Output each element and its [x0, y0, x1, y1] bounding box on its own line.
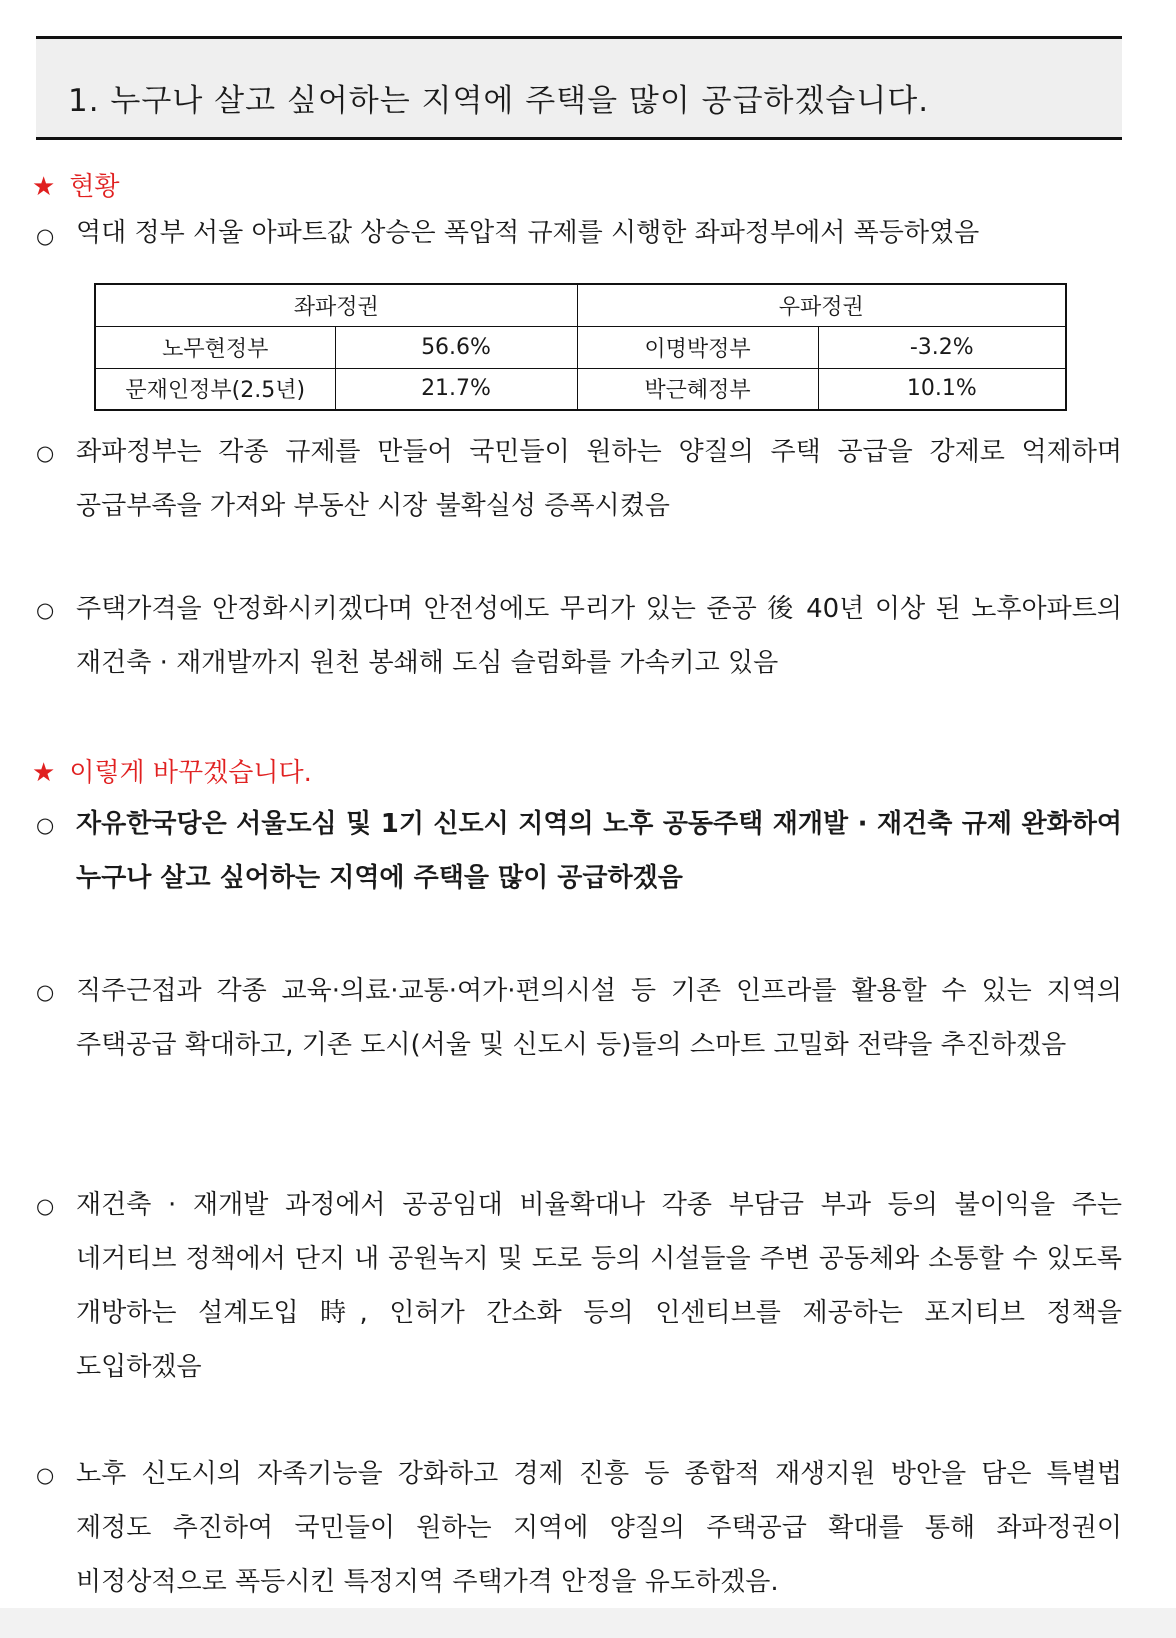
- title-box: [36, 36, 1122, 140]
- bullet-icon: ○: [36, 1194, 55, 1218]
- change-point: 노후 신도시의 자족기능을 강화하고 경제 진흥 등 종합적 재생지원 방안을 담은 특별법 제정도 추진하여 국민들이 원하는 지역에 양질의 주택공급 확대를 통해 좌파정권이 비정상적으로 폭등시킨 특정지역 주택가격 안정을 유도하겠음.: [76, 1459, 1122, 1597]
- bullet-icon: ○: [36, 1463, 55, 1487]
- table-row: [95, 326, 1066, 368]
- star-icon: ★: [32, 172, 56, 202]
- table-cell: 10.1%: [818, 368, 1066, 410]
- change-heading: [32, 752, 312, 789]
- price-change-table: [94, 283, 1067, 411]
- table-cell: 노무현정부: [95, 326, 335, 368]
- table-cell: 21.7%: [335, 368, 577, 410]
- table-header-left: 좌파정권: [95, 284, 577, 326]
- change-heading-label: 이렇게 바꾸겠습니다.: [69, 758, 312, 788]
- table-cell: 박근혜정부: [577, 368, 818, 410]
- change-point: 재건축 · 재개발 과정에서 공공임대 비율확대나 각종 부담금 부과 등의 불이익을 주는 네거티브 정책에서 단지 내 공원녹지 및 도로 등의 시설들을 주변 공동체와 소통할 수 있도록 개방하는 설계도입 時, 인허가 간소화 등의 인센티브를 제공하는 포지티브 정책을 도입하겠음: [76, 1190, 1122, 1382]
- change-point: 직주근접과 각종 교육·의료·교통·여가·편의시설 등 기존 인프라를 활용할 수 있는 지역의 주택공급 확대하고, 기존 도시(서울 및 신도시 등)들의 스마트 고밀화 전략을 추진하겠음: [76, 976, 1122, 1060]
- table-header-row: [95, 284, 1066, 326]
- bullet-icon: ○: [36, 441, 55, 465]
- page-title: 1. 누구나 살고 싶어하는 지역에 주택을 많이 공급하겠습니다.: [68, 83, 930, 119]
- table-cell: 이명박정부: [577, 326, 818, 368]
- table-cell: 문재인정부(2.5년): [95, 368, 335, 410]
- status-heading: [32, 166, 120, 203]
- star-icon: ★: [32, 758, 56, 788]
- table-header-right: 우파정권: [577, 284, 1066, 326]
- status-heading-label: 현황: [69, 172, 120, 202]
- status-point: 좌파정부는 각종 규제를 만들어 국민들이 원하는 양질의 주택 공급을 강제로 억제하며 공급부족을 가져와 부동산 시장 불확실성 증폭시켰음: [76, 437, 1122, 521]
- change-point: 자유한국당은 서울도심 및 1기 신도시 지역의 노후 공동주택 재개발 · 재건축 규제 완화하여 누구나 살고 싶어하는 지역에 주택을 많이 공급하겠음: [76, 809, 1122, 893]
- bullet-icon: ○: [36, 598, 55, 622]
- table-cell: 56.6%: [335, 326, 577, 368]
- page-bottom-strip: [0, 1608, 1176, 1638]
- bullet-icon: ○: [36, 813, 55, 837]
- bullet-icon: ○: [36, 980, 55, 1004]
- table-cell: -3.2%: [818, 326, 1066, 368]
- status-point: 주택가격을 안정화시키겠다며 안전성에도 무리가 있는 준공 後 40년 이상 된 노후아파트의 재건축 · 재개발까지 원천 봉쇄해 도심 슬럼화를 가속키고 있음: [76, 594, 1122, 678]
- status-intro: 역대 정부 서울 아파트값 상승은 폭압적 규제를 시행한 좌파정부에서 폭등하였음: [76, 218, 980, 248]
- table-row: [95, 368, 1066, 410]
- bullet-icon: ○: [36, 224, 55, 248]
